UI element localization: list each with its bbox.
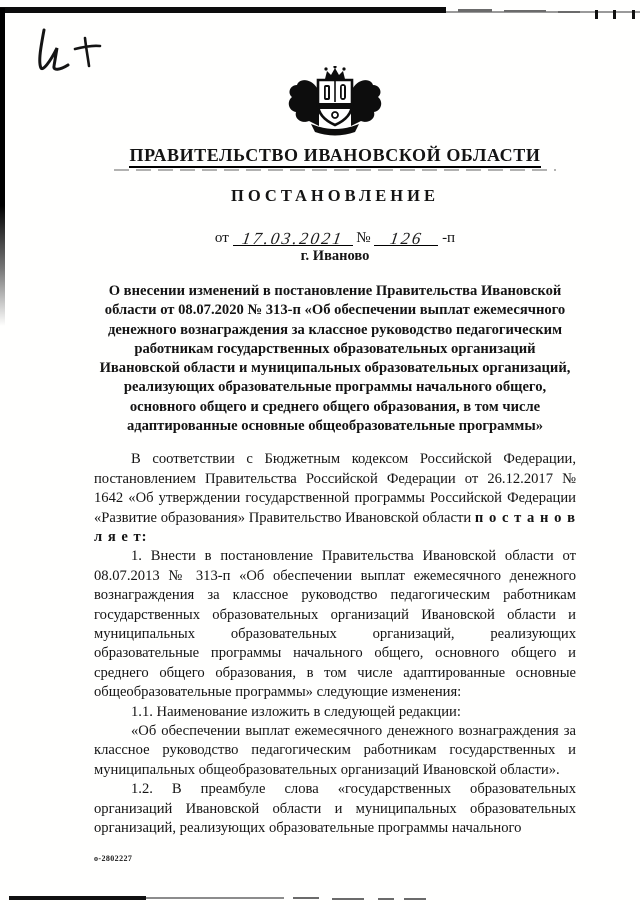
document-content	[0, 66, 640, 863]
handwritten-mark	[30, 20, 114, 87]
date-number-line	[94, 230, 576, 247]
number-blank-field	[374, 230, 438, 246]
scan-artifact-bottom-line	[146, 897, 284, 899]
coat-of-arms-icon	[281, 66, 389, 136]
handwritten-number: 126	[388, 229, 425, 248]
issuing-authority-text: ПРАВИТЕЛЬСТВО ИВАНОВСКОЙ ОБЛАСТИ	[129, 145, 540, 168]
body-paragraph-intro	[94, 450, 576, 547]
scan-artifact-dash	[378, 898, 394, 900]
scan-artifact-top-bar	[0, 7, 446, 13]
registration-code: о-2802227	[94, 853, 133, 863]
date-blank-field	[233, 230, 353, 246]
date-prefix-label: от	[214, 230, 229, 246]
document-body	[94, 450, 576, 838]
issuing-authority-title	[94, 145, 576, 166]
body-paragraph: 1. Внести в постановление Правительства Ивановской области от 08.07.2013 № 313-п «Об обеспечении выплат ежемесячного денежного вознаграждения за классное руководство педагогическим работникам государственных образовательных организаций Ивановской области и муниципальных образовательных организаций, реализующих образовательные программы начального общего, основного общего и среднего общего образования, в том числе адаптированные основные общеобразовательные программы» следующие изменения:	[94, 548, 576, 701]
scan-artifact-dash	[404, 898, 426, 900]
issuing-city: г. Иваново	[300, 248, 370, 264]
scan-artifact-left-border	[0, 8, 5, 326]
scan-artifact-dash	[332, 898, 364, 900]
scan-artifact-tick	[632, 10, 635, 19]
number-sign-label: №	[356, 230, 371, 246]
resolves-label: п о с т а н о в л я е т:	[94, 509, 576, 545]
document-subject: О внесении изменений в постановление Правительства Ивановской области от 08.07.2020 № 313-п «Об обеспечении выплат ежемесячного денежного вознаграждения за классное руководство педагогическим работникам государственных образовательных организаций Ивановской области и муниципальных образовательных организаций, реализующих образовательные программы начального общего, основного общего и среднего общего образования, в том числе адаптированные основные общеобразовательные программы»	[99, 283, 571, 435]
scan-artifact-dash	[458, 9, 492, 12]
body-paragraph: 1.1. Наименование изложить в следующей редакции:	[131, 703, 461, 720]
scan-artifact-dash	[293, 897, 319, 899]
scan-artifact-tick	[595, 10, 598, 19]
scan-artifact-underline-echo	[114, 169, 556, 171]
document-type-title: ПОСТАНОВЛЕНИЕ	[231, 186, 439, 205]
intro-text: В соответствии с Бюджетным кодексом Российской Федерации, постановлением Правительства Российской Федерации от 26.12.2017 № 1642 «Об утверждении государственной программы Российской Федерации «Развитие образования» Правительство Ивановской области	[94, 451, 576, 526]
number-suffix-label: -п	[442, 230, 456, 246]
scan-artifact-bottom-bar	[9, 896, 146, 900]
scan-artifact-tick	[613, 10, 616, 19]
handwritten-date: 17.03.2021	[240, 229, 345, 248]
scan-artifact-dash	[558, 11, 580, 13]
scan-artifact-dash	[504, 10, 546, 12]
body-paragraph: «Об обеспечении выплат ежемесячного денежного вознаграждения за классное руководство педагогическим работникам государственных и муниципальных общеобразовательных организаций Ивановской области».	[94, 723, 576, 778]
body-paragraph: 1.2. В преамбуле слова «государственных образовательных организаций Ивановской области и муниципальных образовательных организаций, реализующих образовательные программы начального	[94, 781, 576, 837]
